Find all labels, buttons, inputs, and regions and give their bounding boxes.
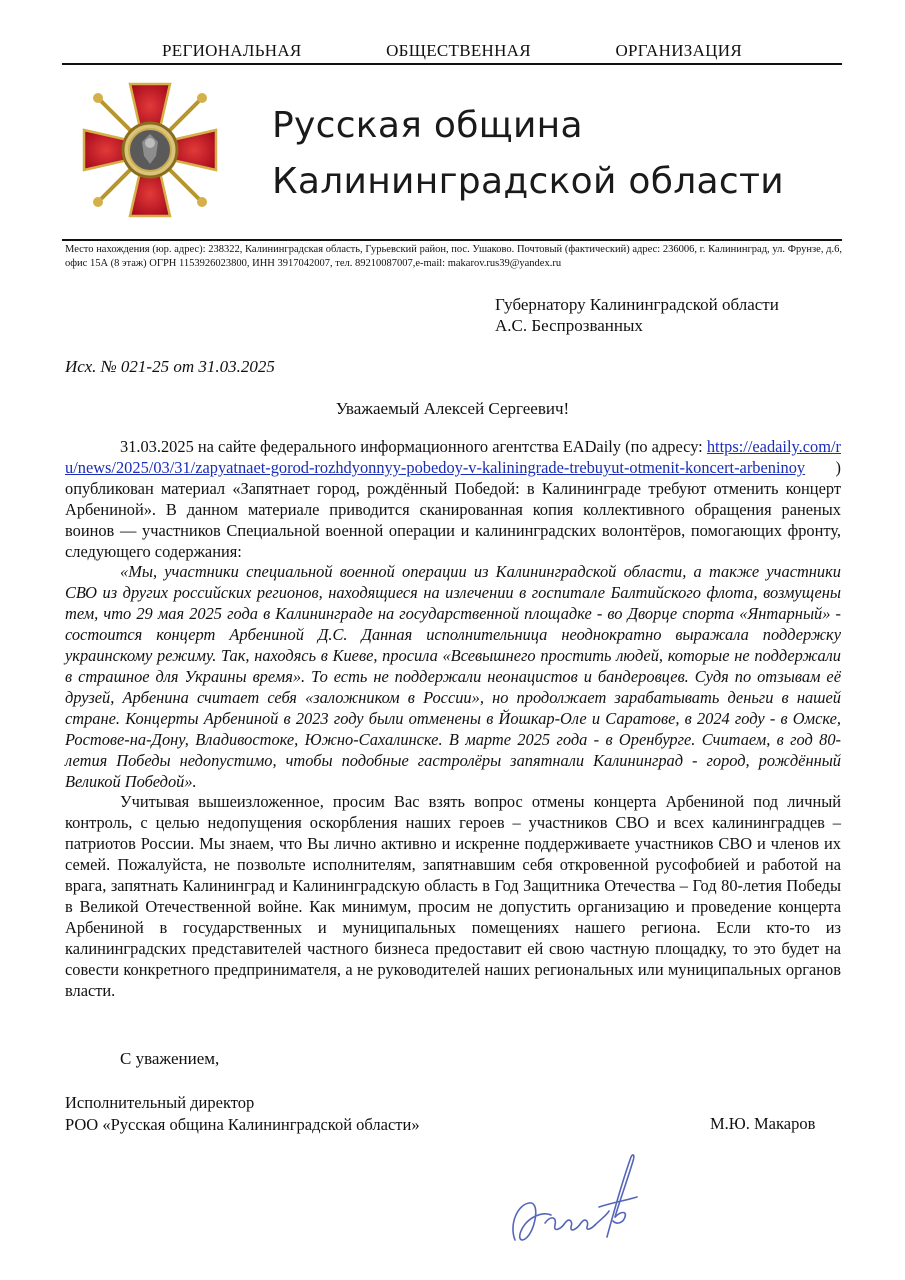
paragraph-quote: «Мы, участники специальной военной операции из Калининградской области, а также участники СВО из других российских регионов, находящиеся на излечении в госпитале Балтийского флота, возмущены тем, что 29 мая 2025 года в Калининграде на государственной площадке - во Дворце спорта «Янтарный» - состоится концерт Арбениной Д.С. Данная исполнительница неоднократно выражала поддержку украинскому режиму. Так, находясь в Киеве, просила «Всевышнего простить людей, которые не поддержали в страшное для Украины время». То есть не поддержали неонацистов и бандеровцев. Судя по отзывам её друзей, Арбенина считает себя «заложником в России», но продолжает зарабатывать деньги в нашей стране. Концерты Арбениной в 2023 году были отменены в Йошкар-Оле и Саратове, в 2024 году - в Омске, Ростове-на-Дону, Владивостоке, Южно-Сахалинске. В марте 2025 года - в Оренбурге. Считаем, в год 80-летия Победы недопустимо, чтобы подобные гастролёры запятнали Калининград - город, рождённый Великой Победой». (65, 562, 841, 791)
legal-address: Место нахождения (юр. адрес): 238322, Калининградская область, Гурьевский район, пос. Ушаково. Почтовый (фактический) адрес: 236006, г. Калининград, ул. Фрунзе, д.6, офис 15А (8 этаж) ОГРН 1153926023800, ИНН 3917042007, тел. 89210087007,e-mail: makarov.rus39@yandex.ru (65, 244, 842, 269)
paragraph-request: Учитывая вышеизложенное, просим Вас взять вопрос отмены концерта Арбениной под личный контроль, с целью недопущения оскорбления наших героев – участников СВО и всех калининградцев – патриотов России. Мы знаем, что Вы лично активно и искренне поддерживаете участников СВО и членов их семей. Пожалуйста, не позвольте исполнителям, запятнавшим себя откровенной русофобией и работой на врага, запятнать Калининград и Калининградскую область в Год Защитника Отечества – Год 80-летия Победы в Великой Отечественной войне. Как минимум, просим не допустить организацию и проведение концерта Арбениной в государственных и муниципальных помещениях нашего региона. Если кто-то из калининградских представителей частного бизнеса предоставит ей свою частную площадку, то это будет на совести конкретного предпринимателя, а не руководителей наших региональных или муниципальных органов власти. (65, 792, 841, 1000)
letter-body (65, 437, 841, 1001)
header-bottom-rule (62, 239, 842, 241)
org-word-regional: РЕГИОНАЛЬНАЯ (162, 41, 302, 60)
org-word-public: ОБЩЕСТВЕННАЯ (386, 41, 531, 60)
closing: С уважением, (120, 1049, 220, 1068)
title-line-2: Калининградской области (272, 161, 784, 202)
org-word-organization: ОРГАНИЗАЦИЯ (615, 41, 742, 60)
red-cross-emblem-icon (80, 80, 220, 220)
outgoing-number: Исх. № 021-25 от 31.03.2025 (65, 357, 275, 376)
recipient-name: А.С. Беспрозванных (495, 316, 643, 335)
intro-text-end: ) опубликован материал «Запятнает город, рождённый Победой: в Калининграде требуют отменить концерт Арбениной». В данном материале приводится сканированная копия коллективного обращения раненых воинов — участников Специальной военной операции и калининградских волонтёров, помогающих фронту, следующего содержания: (65, 457, 841, 561)
header-top-rule (62, 63, 842, 65)
signatory-name: М.Ю. Макаров (710, 1114, 816, 1133)
recipient-block (495, 294, 779, 336)
source-link[interactable]: https://eadaily.com/ru/news/2025/03/31/zapyatnaet-gorod-rozhdyonnyy-pobedoy-v-kaliningrade-trebuyut-otmenit-koncert-arbeninoy (65, 437, 841, 477)
organization-type-line (62, 41, 842, 63)
signatory-position: Исполнительный директор (65, 1093, 255, 1112)
signatory-organization: РОО «Русская община Калининградской области» (65, 1115, 420, 1134)
recipient-title: Губернатору Калининградской области (495, 295, 779, 314)
paragraph-intro (65, 437, 841, 562)
intro-text-start: 31.03.2025 на сайте федерального информационного агентства EADaily (по адресу: (120, 437, 707, 456)
greeting: Уважаемый Алексей Сергеевич! (335, 399, 570, 418)
organization-title (272, 98, 832, 210)
handwritten-signature-icon (495, 1145, 665, 1265)
signatory-block (65, 1092, 420, 1136)
title-line-1: Русская община (272, 105, 583, 146)
